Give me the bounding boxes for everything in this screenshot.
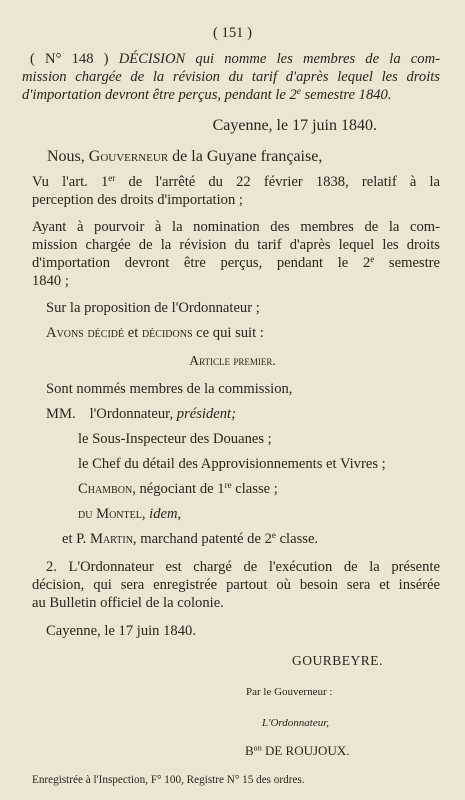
avons-decide: Avons décidé et décidons ce qui suit : bbox=[46, 325, 264, 341]
par-le-gouverneur: Par le Gouverneur : bbox=[246, 686, 333, 698]
preamble: Nous, Gouverneur de la Guyane française, bbox=[47, 148, 323, 165]
decision-number: ( N° 148 ) bbox=[30, 51, 109, 67]
sont-nommes: Sont nommés membres de la commission, bbox=[46, 381, 293, 397]
member-4: Chambon, négociant de 1re classe ; bbox=[78, 480, 278, 497]
vu-line-1: Vu l'art. 1er de l'arrêté du 22 février 1838, relatif à la bbox=[32, 173, 440, 190]
closing-date: Cayenne, le 17 juin 1840. bbox=[46, 623, 196, 639]
member-3: le Chef du détail des Approvisionnements et Vivres ; bbox=[78, 456, 386, 472]
article-premier-heading: Article premier. bbox=[189, 353, 276, 368]
decision-subject-1: qui nomme les membres de la com- bbox=[185, 51, 440, 67]
decision-title: DÉCISION bbox=[118, 51, 186, 67]
ayant-line-4: 1840 ; bbox=[32, 273, 69, 289]
decision-heading-line-3: d'importation devront être perçus, pendant le 2e semestre 1840. bbox=[22, 86, 392, 103]
signature-gourbeyre: GOURBEYRE. bbox=[292, 653, 383, 668]
decision-heading-line-2: mission chargée de la révision du tarif d'après lequel les droits bbox=[22, 69, 440, 85]
ordonnateur-label: L'Ordonnateur, bbox=[262, 717, 330, 729]
ayant-line-1: Ayant à pourvoir à la nomination des membres de la com- bbox=[32, 219, 440, 235]
article-2-line-2: décision, qui sera enregistrée partout où besoin sera et insérée bbox=[32, 577, 440, 593]
decision-heading-line-1 bbox=[30, 50, 440, 68]
registration-note: Enregistrée à l'Inspection, F° 100, Registre N° 15 des ordres. bbox=[32, 774, 305, 786]
vu-line-2: perception des droits d'importation ; bbox=[32, 192, 243, 208]
member-1: MM. l'Ordonnateur, président; bbox=[46, 406, 236, 422]
proposition: Sur la proposition de l'Ordonnateur ; bbox=[46, 300, 260, 316]
ayant-line-3: d'importation devront être perçus, pendant le 2e semestre bbox=[32, 254, 440, 271]
baron-de-roujoux: $B^{on}$ DE ROUJOUX. bbox=[245, 743, 350, 758]
page-number: ( 151 ) bbox=[213, 25, 252, 41]
article-2-line-3: au Bulletin officiel de la colonie. bbox=[32, 595, 224, 611]
member-5: du Montel, idem, bbox=[78, 506, 182, 522]
member-6: et P. Martin, marchand patenté de 2e classe. bbox=[62, 530, 319, 547]
place-date: Cayenne, le 17 juin 1840. bbox=[212, 117, 377, 134]
ayant-line-2: mission chargée de la révision du tarif d'après lequel les droits bbox=[32, 237, 440, 253]
member-2: le Sous-Inspecteur des Douanes ; bbox=[78, 431, 272, 447]
article-2-line-1: 2. L'Ordonnateur est chargé de l'exécution de la présente bbox=[46, 559, 440, 575]
